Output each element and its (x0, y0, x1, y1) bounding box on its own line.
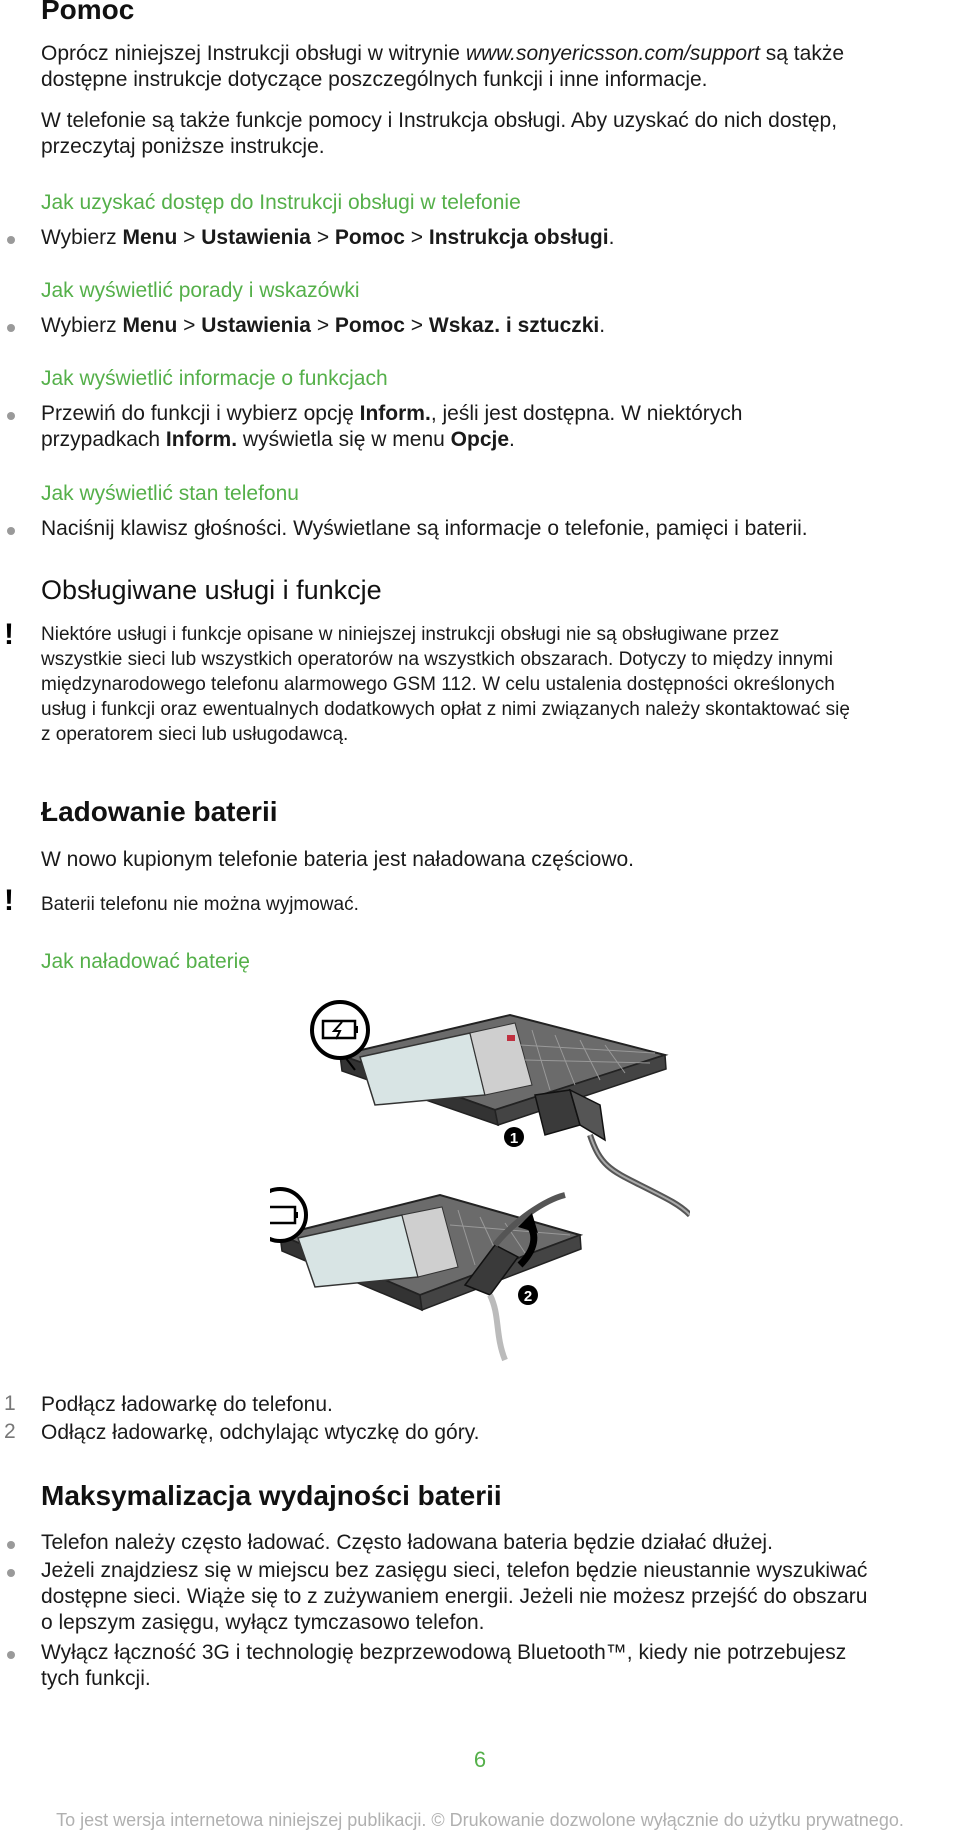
charging-illustration (270, 995, 690, 1365)
section-title-services: Obsługiwane usługi i funkcje (41, 575, 382, 605)
services-note: Niektóre usługi i funkcje opisane w niniejszej instrukcji obsługi nie są obsługiwane przez wszystkie sieci lub wszystkich operatorów na wszystkich obszarach. Dotyczy to między innymi międzynarodowego telefonu alarmowego GSM 112. W celu ustalenia dostępności określonych usług i funkcji oraz ewentualnych dodatkowych opłat z nimi związanych należy skontaktować się z operatorem sieci lub usługodawcą. (41, 624, 850, 745)
section-title-performance: Maksymalizacja wydajności baterii (41, 1480, 502, 1511)
performance-bullet-2: Jeżeli znajdziesz się w miejscu bez zasięgu sieci, telefon będzie nieustannie wyszukiwać dostępne sieci. Wiąże się to z zużywaniem energii. Jeżeli nie możesz przejść do obszaru o lepszym zasięgu, wyłącz tymczasowo telefon. (41, 1559, 868, 1634)
battery-icon-callout (270, 1189, 306, 1241)
charging-note: Baterii telefonu nie można wyjmować. (41, 894, 359, 915)
page-number: 6 (473, 1747, 487, 1772)
performance-bullet-1: Telefon należy często ładować. Często ładowana bateria będzie działać dłużej. (41, 1531, 773, 1554)
footer-note: To jest wersja internetowa niniejszej publikacji. © Drukowanie dozwolone wyłącznie do użytku prywatnego. (56, 1810, 904, 1830)
warning-icon: ! (4, 884, 14, 917)
howto-title-manual: Jak uzyskać dostęp do Instrukcji obsługi w telefonie (41, 191, 521, 214)
help-intro-2 (41, 108, 921, 160)
howto-step-info: Przewiń do funkcji i wybierz opcję Inform., jeśli jest dostępna. W niektórych przypadkach Inform. wyświetla się w menu Opcje. (41, 402, 743, 451)
bullet-icon (7, 527, 15, 535)
howto-step-status: Naciśnij klawisz głośności. Wyświetlane są informacje o telefonie, pamięci i baterii. (41, 517, 808, 540)
bullet-icon (7, 1651, 15, 1659)
howto-title-tips: Jak wyświetlić porady i wskazówki (41, 279, 360, 302)
section-title-help: Pomoc (41, 0, 135, 25)
text: są także (759, 42, 844, 65)
charging-intro: W nowo kupionym telefonie bateria jest naładowana częściowo. (41, 848, 634, 871)
charging-step-1: Podłącz ładowarkę do telefonu. (41, 1393, 333, 1416)
support-link[interactable]: www.sonyericsson.com/support (465, 42, 760, 65)
text: Oprócz niniejszej Instrukcji obsługi w witrynie (41, 42, 466, 65)
performance-bullet-3: Wyłącz łączność 3G i technologię bezprzewodową Bluetooth™, kiedy nie potrzebujesz tych funkcji. (41, 1641, 847, 1690)
bullet-icon (7, 1569, 15, 1577)
bullet-icon (7, 236, 15, 244)
callout-text: 2 (523, 1288, 533, 1305)
howto-title-status: Jak wyświetlić stan telefonu (41, 482, 299, 505)
howto-step-tips: Wybierz Menu > Ustawienia > Pomoc > Wskaz. i sztuczki. (41, 314, 606, 337)
bullet-icon (7, 1541, 15, 1549)
bullet-icon (7, 324, 15, 332)
text: dostępne instrukcje dotyczące poszczególnych funkcji i inne informacje. (41, 68, 708, 91)
step-number: 1 (4, 1392, 16, 1415)
howto-step-manual: Wybierz Menu > Ustawienia > Pomoc > Instrukcja obsługi. (41, 226, 615, 249)
howto-title-charge: Jak naładować baterię (41, 950, 250, 973)
text: przeczytaj poniższe instrukcje. (41, 135, 325, 158)
phone-top (340, 1015, 666, 1125)
section-title-charging: Ładowanie baterii (41, 796, 278, 827)
step-number: 2 (4, 1420, 16, 1443)
text: W telefonie są także funkcje pomocy i Instrukcja obsługi. Aby uzyskać do nich dostęp, (41, 109, 838, 132)
callout-text: 1 (509, 1130, 519, 1147)
warning-icon: ! (4, 618, 14, 651)
charging-step-2: Odłącz ładowarkę, odchylając wtyczkę do góry. (41, 1421, 480, 1444)
howto-title-info: Jak wyświetlić informacje o funkcjach (41, 367, 388, 390)
bullet-icon (7, 412, 15, 420)
help-intro-1 (41, 41, 921, 93)
